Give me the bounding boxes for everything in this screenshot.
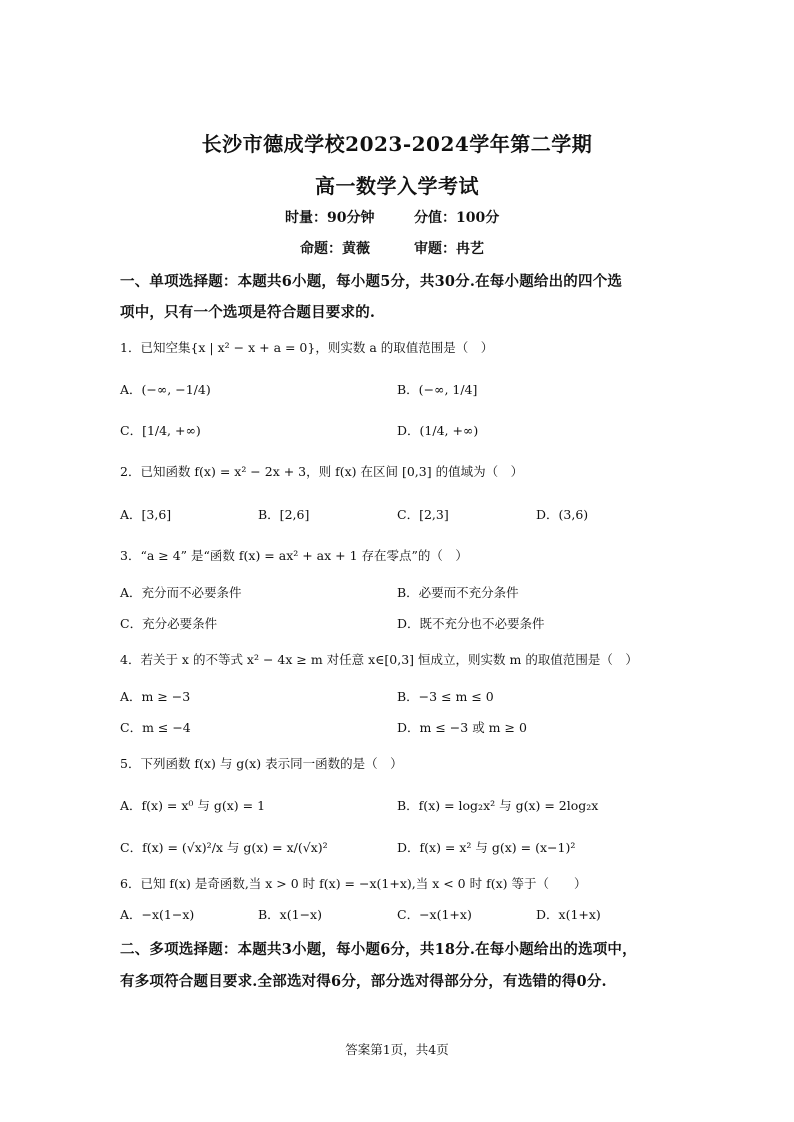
exam-title: 长沙市德成学校2023-2024学年第二学期 (201, 132, 593, 156)
question-6-option-d: D．x(1+x) (536, 907, 601, 922)
question-1-option-d: D．(1/4, +∞) (397, 423, 479, 438)
question-1-option-c: C．[1/4, +∞) (120, 423, 201, 438)
question-1-stem: 1．已知空集{x | x² − x + a = 0}，则实数 a 的取值范围是（ ） (120, 340, 494, 355)
question-3-option-c: C．充分必要条件 (120, 616, 218, 631)
question-5-option-c: C．f(x) = (√x)²/x 与 g(x) = x/(√x)² (120, 840, 328, 855)
question-6-option-c: C．−x(1+x) (397, 907, 472, 922)
question-1-option-a: A．(−∞, −1/4) (120, 382, 211, 397)
exam-reviewer: 审题：冉艺 (414, 241, 484, 257)
question-4-option-a: A．m ≥ −3 (120, 689, 191, 704)
question-4-option-c: C．m ≤ −4 (120, 720, 191, 735)
question-2-option-a: A．[3,6] (120, 507, 172, 522)
question-2-stem: 2．已知函数 f(x) = x² − 2x + 3，则 f(x) 在区间 [0,3] 的值域为（ ） (120, 464, 524, 479)
question-6-option-a: A．−x(1−x) (120, 907, 195, 922)
question-2-option-d: D．(3,6) (536, 507, 589, 522)
exam-author: 命题：黄薇 (300, 241, 370, 257)
question-1-option-b: B．(−∞, 1/4] (397, 382, 478, 397)
question-3-stem: 3．“a ≥ 4” 是“函数 f(x) = ax² + ax + 1 存在零点”的（ ） (120, 548, 468, 563)
section2-heading-cont: 有多项符合题目要求.全部选对得6分，部分选对得部分分，有选错的得0分. (120, 973, 607, 990)
page-footer: 答案第1页，共4页 (345, 1042, 449, 1057)
exam-subtitle: 高一数学入学考试 (315, 174, 479, 198)
section1-heading: 一、单项选择题：本题共6小题，每小题5分，共30分.在每小题给出的四个选 (120, 273, 623, 290)
section1-heading-cont: 项中，只有一个选项是符合题目要求的. (120, 304, 376, 321)
question-5-stem: 5．下列函数 f(x) 与 g(x) 表示同一函数的是（ ） (120, 756, 403, 771)
exam-time: 时量：90分钟 (285, 210, 375, 226)
question-6-option-b: B．x(1−x) (258, 907, 322, 922)
question-2-option-c: C．[2,3] (397, 507, 449, 522)
question-3-option-d: D．既不充分也不必要条件 (397, 616, 545, 631)
question-6-stem: 6．已知 f(x) 是奇函数,当 x > 0 时 f(x) = −x(1+x),当 x < 0 时 f(x) 等于（ ） (120, 876, 587, 891)
question-3-option-a: A．充分而不必要条件 (120, 585, 242, 600)
question-2-option-b: B．[2,6] (258, 507, 310, 522)
question-4-option-d: D．m ≤ −3 或 m ≥ 0 (397, 720, 527, 735)
question-3-option-b: B．必要而不充分条件 (397, 585, 519, 600)
question-4-option-b: B．−3 ≤ m ≤ 0 (397, 689, 494, 704)
section2-heading: 二、多项选择题：本题共3小题，每小题6分，共18分.在每小题给出的选项中， (120, 941, 637, 958)
question-5-option-b: B．f(x) = log₂x² 与 g(x) = 2log₂x (397, 798, 599, 813)
exam-score: 分值：100分 (414, 210, 500, 226)
question-5-option-a: A．f(x) = x⁰ 与 g(x) = 1 (120, 798, 266, 813)
question-5-option-d: D．f(x) = x² 与 g(x) = (x−1)² (397, 840, 576, 855)
question-4-stem: 4．若关于 x 的不等式 x² − 4x ≥ m 对任意 x∈[0,3] 恒成立，则实数 m 的取值范围是（ ） (120, 652, 638, 667)
